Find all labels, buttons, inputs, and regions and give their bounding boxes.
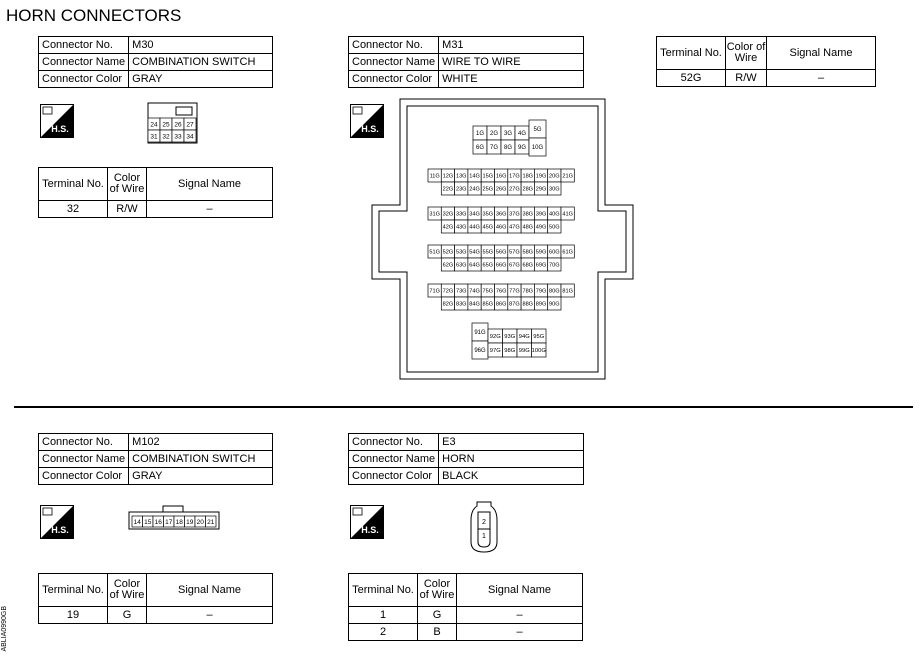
pin-label: 65G <box>482 262 494 269</box>
pin-label: 26 <box>174 121 182 129</box>
pin-label: 22G <box>442 186 454 193</box>
figure-code: ABLIA0990GB <box>1 606 8 652</box>
pin-label: 32 <box>162 133 170 141</box>
pin-label: 75G <box>482 288 494 295</box>
pin-label: 25 <box>162 121 170 129</box>
pin-label: 66G <box>495 262 507 269</box>
pin-label: 76G <box>495 288 507 295</box>
pin-label: 35G <box>482 211 494 218</box>
pin-label: 81G <box>562 288 573 295</box>
pin-label: 36G <box>495 211 507 218</box>
pin-label: 89G <box>535 301 547 308</box>
connector-color-value: GRAY <box>129 468 273 485</box>
pin-label: 41G <box>562 211 573 218</box>
pin-label: 86G <box>495 301 507 308</box>
header-terminal-no: Terminal No. <box>349 574 418 607</box>
wire-color: B <box>418 624 457 641</box>
label-connector-color: Connector Color <box>349 468 439 485</box>
terminal-table-m102 <box>38 573 273 624</box>
connector-face-m30 <box>145 101 200 145</box>
header-terminal-no: Terminal No. <box>39 168 108 201</box>
pin-label: 56G <box>495 249 507 256</box>
header-color-of-wire: Color of Wire <box>726 37 767 70</box>
pin-label: 83G <box>455 301 467 308</box>
pin-label: 18G <box>522 173 534 180</box>
pin-label: 13G <box>455 173 467 180</box>
connector-color-value: GRAY <box>129 71 273 88</box>
pin-label: 14 <box>133 518 141 526</box>
pin-label: 79G <box>535 288 547 295</box>
pin-label: 21G <box>562 173 573 180</box>
pin-label: 18 <box>175 518 183 526</box>
hs-label: H.S. <box>51 124 69 134</box>
pin-label: 50G <box>549 224 560 231</box>
pin-label: 80G <box>549 288 560 295</box>
connector-no-value: E3 <box>439 434 584 451</box>
wire-color: R/W <box>108 201 147 218</box>
pin-label: 42G <box>442 224 454 231</box>
pin-label: 12G <box>442 173 454 180</box>
pin-label: 25G <box>482 186 494 193</box>
pin-label: 62G <box>442 262 454 269</box>
header-signal-name: Signal Name <box>457 574 583 607</box>
pin-label: 33G <box>455 211 467 218</box>
label-connector-color: Connector Color <box>39 71 129 88</box>
label-connector-name: Connector Name <box>39 451 129 468</box>
pin-label: 24 <box>150 121 158 129</box>
pin-label: 2G <box>489 131 499 138</box>
label-connector-name: Connector Name <box>39 54 129 71</box>
signal-name: – <box>457 624 583 641</box>
pin-label: 51G <box>429 249 440 256</box>
pin-label: 63G <box>455 262 467 269</box>
connector-no-value: M102 <box>129 434 273 451</box>
pin-label: 64G <box>469 262 480 269</box>
header-signal-name: Signal Name <box>147 574 273 607</box>
connector-no-value: M31 <box>439 37 584 54</box>
pin-label: 9G <box>517 145 527 152</box>
signal-name: – <box>767 70 876 87</box>
wire-color: R/W <box>726 70 767 87</box>
harness-side-icon <box>40 104 74 138</box>
connector-color-value: WHITE <box>439 71 584 88</box>
pin-label: 32G <box>442 211 454 218</box>
header-color-of-wire: Color of Wire <box>108 574 147 607</box>
label-connector-no: Connector No. <box>39 434 129 451</box>
pin-label: 94G <box>518 334 530 341</box>
wire-color: G <box>418 607 457 624</box>
hs-label: H.S. <box>361 525 379 535</box>
pin-label: 2 <box>482 519 486 526</box>
pin-label: 3G <box>503 131 513 138</box>
pin-label: 34G <box>469 211 480 218</box>
pin-label: 16G <box>495 173 507 180</box>
pin-label: 43G <box>455 224 467 231</box>
header-color-of-wire: Color of Wire <box>418 574 457 607</box>
pin-label: 19 <box>186 518 194 526</box>
connector-color-value: BLACK <box>439 468 584 485</box>
pin-label: 60G <box>549 249 560 256</box>
table-row <box>349 624 583 641</box>
harness-side-icon <box>40 505 74 539</box>
pin-label: 98G <box>504 348 516 355</box>
pin-label: 46G <box>495 224 507 231</box>
terminal-table-e3 <box>348 573 583 641</box>
pin-label: 92G <box>489 334 501 341</box>
connector-name-value: COMBINATION SWITCH <box>129 54 273 71</box>
terminal-no: 19 <box>39 607 108 624</box>
pin-label: 17 <box>165 518 173 526</box>
pin-label: 54G <box>469 249 480 256</box>
pin-label: 17G <box>509 173 520 180</box>
pin-label: 69G <box>535 262 547 269</box>
pin-label: 7G <box>489 145 499 152</box>
pin-label: 58G <box>522 249 534 256</box>
pin-label: 6G <box>475 145 485 152</box>
terminal-no: 2 <box>349 624 418 641</box>
connector-face-e3 <box>470 500 498 554</box>
harness-side-icon <box>350 505 384 539</box>
pin-label: 4G <box>517 131 527 138</box>
pin-label: 49G <box>535 224 547 231</box>
signal-name: – <box>147 201 273 218</box>
label-connector-no: Connector No. <box>349 434 439 451</box>
pin-label: 21 <box>207 518 215 526</box>
label-connector-color: Connector Color <box>39 468 129 485</box>
hs-label: H.S. <box>361 124 379 134</box>
connector-face-m102 <box>128 505 220 531</box>
pin-label: 37G <box>509 211 520 218</box>
pin-label: 90G <box>549 301 560 308</box>
pin-label: 1 <box>482 533 486 540</box>
connector-info-e3 <box>348 433 584 485</box>
pin-label: 5G <box>533 127 542 134</box>
pin-label: 71G <box>429 288 440 295</box>
pin-label: 93G <box>504 334 516 341</box>
terminal-table-m31 <box>656 36 876 87</box>
pin-label: 68G <box>522 262 534 269</box>
pin-label: 100G <box>531 348 546 355</box>
pin-label: 29G <box>535 186 547 193</box>
pin-label: 33 <box>174 133 182 141</box>
signal-name: – <box>147 607 273 624</box>
pin-label: 52G <box>442 249 454 256</box>
pin-label: 78G <box>522 288 534 295</box>
connector-info-m31 <box>348 36 584 88</box>
terminal-table-m30 <box>38 167 273 218</box>
pin-label: 11G <box>429 173 440 180</box>
pin-label: 15G <box>482 173 494 180</box>
pin-label: 55G <box>482 249 494 256</box>
pin-label: 87G <box>509 301 520 308</box>
label-connector-color: Connector Color <box>349 71 439 88</box>
label-connector-no: Connector No. <box>349 37 439 54</box>
pin-label: 59G <box>535 249 547 256</box>
pin-label: 31 <box>150 133 158 141</box>
pin-label: 38G <box>522 211 534 218</box>
pin-label: 72G <box>442 288 454 295</box>
pin-label: 34 <box>186 133 194 141</box>
pin-label: 44G <box>469 224 480 231</box>
pin-label: 88G <box>522 301 534 308</box>
table-row <box>39 201 273 218</box>
pin-label: 15 <box>144 518 152 526</box>
pin-label: 57G <box>509 249 520 256</box>
pin-label: 45G <box>482 224 494 231</box>
pin-label: 27 <box>186 121 194 129</box>
header-terminal-no: Terminal No. <box>39 574 108 607</box>
pin-label: 61G <box>562 249 573 256</box>
terminal-no: 52G <box>657 70 726 87</box>
pin-label: 73G <box>455 288 467 295</box>
pin-label: 26G <box>495 186 507 193</box>
connector-info-m102 <box>38 433 273 485</box>
hs-label: H.S. <box>51 525 69 535</box>
pin-label: 82G <box>442 301 454 308</box>
pin-label: 96G <box>474 348 486 355</box>
connector-name-value: WIRE TO WIRE <box>439 54 584 71</box>
pin-label: 23G <box>455 186 467 193</box>
header-signal-name: Signal Name <box>147 168 273 201</box>
pin-label: 16 <box>154 518 162 526</box>
table-row <box>39 607 273 624</box>
header-signal-name: Signal Name <box>767 37 876 70</box>
pin-label: 99G <box>518 348 530 355</box>
page-title: HORN CONNECTORS <box>6 6 182 25</box>
label-connector-name: Connector Name <box>349 451 439 468</box>
pin-label: 85G <box>482 301 494 308</box>
pin-label: 27G <box>509 186 520 193</box>
pin-label: 95G <box>533 334 545 341</box>
pin-label: 70G <box>549 262 560 269</box>
pin-label: 40G <box>549 211 560 218</box>
connector-face-m31 <box>370 98 635 382</box>
terminal-no: 1 <box>349 607 418 624</box>
pin-label: 67G <box>509 262 520 269</box>
pin-label: 1G <box>475 131 485 138</box>
table-row <box>657 70 876 87</box>
header-terminal-no: Terminal No. <box>657 37 726 70</box>
pin-label: 74G <box>469 288 480 295</box>
pin-label: 19G <box>535 173 547 180</box>
pin-label: 20G <box>549 173 560 180</box>
signal-name: – <box>457 607 583 624</box>
pin-label: 48G <box>522 224 534 231</box>
connector-no-value: M30 <box>129 37 273 54</box>
connector-name-value: HORN <box>439 451 584 468</box>
label-connector-no: Connector No. <box>39 37 129 54</box>
table-row <box>349 607 583 624</box>
section-divider <box>14 406 913 408</box>
pin-label: 91G <box>474 330 486 337</box>
pin-label: 53G <box>455 249 467 256</box>
pin-label: 47G <box>509 224 520 231</box>
header-color-of-wire: Color of Wire <box>108 168 147 201</box>
pin-label: 24G <box>469 186 480 193</box>
label-connector-name: Connector Name <box>349 54 439 71</box>
connector-info-m30 <box>38 36 273 88</box>
wire-color: G <box>108 607 147 624</box>
pin-label: 77G <box>509 288 520 295</box>
pin-label: 97G <box>489 348 501 355</box>
pin-label: 20 <box>196 518 204 526</box>
pin-label: 14G <box>469 173 480 180</box>
pin-label: 39G <box>535 211 547 218</box>
pin-label: 30G <box>549 186 560 193</box>
pin-label: 31G <box>429 211 440 218</box>
pin-label: 84G <box>469 301 480 308</box>
pin-label: 10G <box>531 145 544 152</box>
pin-label: 8G <box>503 145 513 152</box>
connector-name-value: COMBINATION SWITCH <box>129 451 273 468</box>
terminal-no: 32 <box>39 201 108 218</box>
pin-label: 28G <box>522 186 534 193</box>
